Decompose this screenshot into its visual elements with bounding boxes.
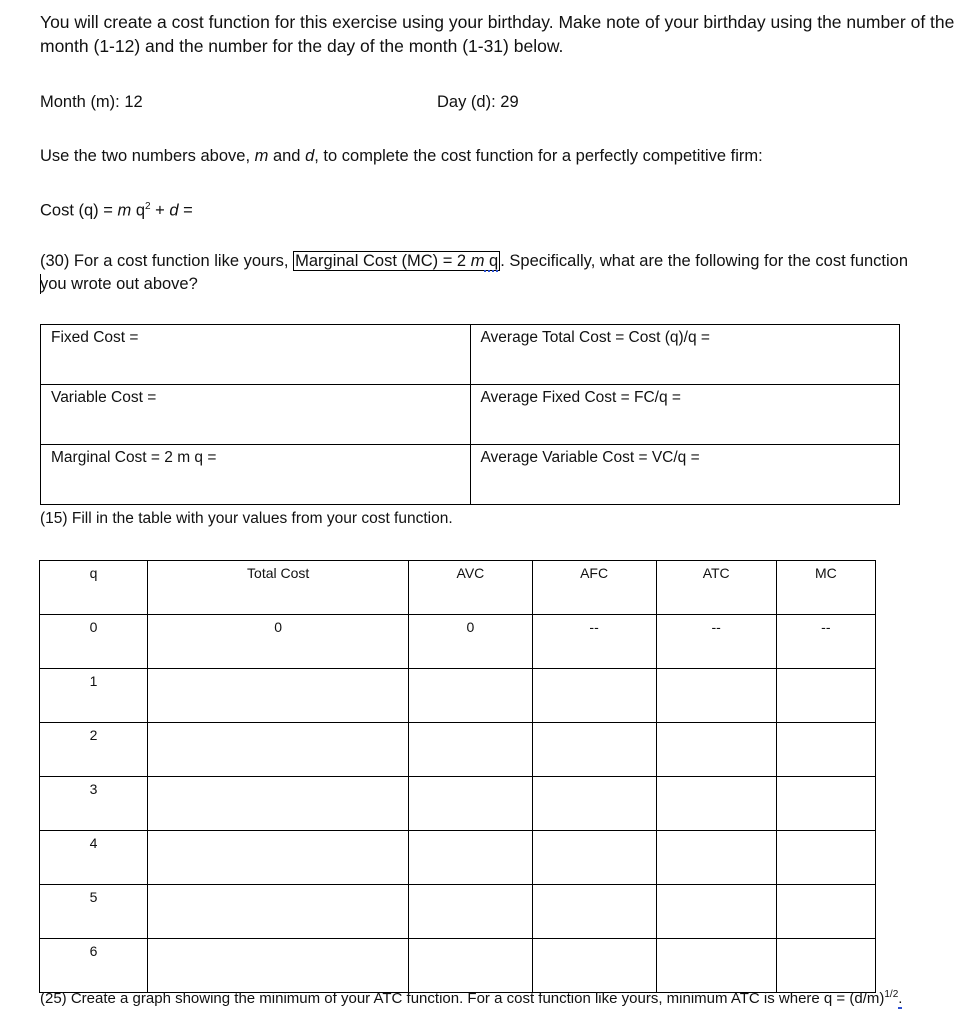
cost-fn-square: 2	[145, 201, 151, 212]
cell-mc[interactable]: --	[776, 615, 875, 669]
table-row	[41, 445, 900, 505]
cell-avc[interactable]	[409, 723, 532, 777]
day-line	[437, 92, 519, 112]
cell-atc[interactable]	[656, 939, 776, 993]
cell-afc[interactable]	[532, 831, 656, 885]
question-15: (15) Fill in the table with your values from your cost function.	[40, 510, 453, 527]
cell-afc[interactable]: --	[532, 615, 656, 669]
cell-q: 3	[40, 777, 148, 831]
fixed-cost-cell[interactable]: Fixed Cost =	[41, 325, 471, 385]
cell-atc[interactable]	[656, 885, 776, 939]
cell-afc[interactable]	[532, 939, 656, 993]
cell-atc[interactable]	[656, 831, 776, 885]
table-header-row	[40, 561, 876, 615]
cell-q: 2	[40, 723, 148, 777]
cell-q: 6	[40, 939, 148, 993]
cost-definitions-table	[40, 324, 900, 505]
cell-total-cost[interactable]	[148, 777, 409, 831]
cell-total-cost[interactable]	[148, 669, 409, 723]
average-variable-cost-cell[interactable]: Average Variable Cost = VC/q =	[470, 445, 900, 505]
table-row	[40, 723, 876, 777]
header-mc: MC	[776, 561, 875, 615]
table-row	[41, 325, 900, 385]
cell-avc[interactable]	[409, 885, 532, 939]
cost-fn-d: d	[169, 201, 179, 220]
cell-q: 4	[40, 831, 148, 885]
month-label: Month (m):	[40, 93, 120, 111]
q25-text: (25) Create a graph showing the minimum of your ATC function. For a cost function like yours, minimum ATC is where q = (d/m)	[40, 990, 885, 1007]
question-25	[40, 989, 902, 1007]
cell-mc[interactable]	[776, 669, 875, 723]
cell-avc[interactable]	[409, 669, 532, 723]
q30-rest-a: . Specifically, what are the following for the cost function	[500, 252, 909, 270]
cell-avc[interactable]	[409, 777, 532, 831]
q25-exponent: 1/2	[884, 989, 899, 1000]
day-value: 29	[500, 93, 519, 111]
average-fixed-cost-cell[interactable]: Average Fixed Cost = FC/q =	[470, 385, 900, 445]
q30-prefix: (30) For a cost function like yours,	[40, 252, 294, 270]
instruction-and: and	[268, 147, 306, 165]
cell-atc[interactable]	[656, 777, 776, 831]
cell-atc[interactable]	[656, 669, 776, 723]
question-30	[40, 250, 950, 296]
cell-avc[interactable]: 0	[409, 615, 532, 669]
cell-mc[interactable]	[776, 885, 875, 939]
table-row	[41, 385, 900, 445]
instruction-text-a: Use the two numbers above,	[40, 147, 255, 165]
cell-afc[interactable]	[532, 669, 656, 723]
header-total-cost: Total Cost	[148, 561, 409, 615]
cost-fn-m: m	[117, 201, 132, 220]
cell-mc[interactable]	[776, 831, 875, 885]
cell-total-cost[interactable]: 0	[148, 615, 409, 669]
instruction-d: d	[305, 147, 315, 165]
cell-afc[interactable]	[532, 777, 656, 831]
intro-paragraph: You will create a cost function for this exercise using your birthday. Make note of your birthday using the number of the month (1-12) and the number for the day of the month (1-31) below.	[40, 12, 955, 56]
cell-q: 0	[40, 615, 148, 669]
cost-fn-prefix: Cost (q) =	[40, 201, 118, 220]
header-q: q	[40, 561, 148, 615]
q25-end: .	[898, 990, 903, 1007]
mc-box-text: Marginal Cost (MC) = 2	[295, 252, 471, 270]
cell-avc[interactable]	[409, 939, 532, 993]
mc-box-m: m	[470, 252, 485, 270]
instruction-m: m	[254, 147, 269, 165]
q30-rest-b: ou wrote out above?	[48, 275, 198, 293]
values-table	[39, 560, 876, 993]
cell-total-cost[interactable]	[148, 723, 409, 777]
cell-total-cost[interactable]	[148, 885, 409, 939]
table-row	[40, 885, 876, 939]
table-row	[40, 669, 876, 723]
cell-total-cost[interactable]	[148, 831, 409, 885]
cell-mc[interactable]	[776, 777, 875, 831]
cell-total-cost[interactable]	[148, 939, 409, 993]
marginal-cost-box	[293, 251, 500, 271]
table-row	[40, 615, 876, 669]
cell-atc[interactable]	[656, 723, 776, 777]
month-line	[40, 92, 143, 112]
header-avc: AVC	[409, 561, 532, 615]
month-value: 12	[124, 93, 143, 111]
cost-fn-q: q	[131, 201, 145, 220]
q30-y: y	[40, 275, 49, 293]
table-row	[40, 777, 876, 831]
cost-function	[40, 197, 193, 221]
day-label: Day (d):	[437, 93, 496, 111]
cell-afc[interactable]	[532, 723, 656, 777]
table-row	[40, 831, 876, 885]
cell-q: 1	[40, 669, 148, 723]
cell-avc[interactable]	[409, 831, 532, 885]
cell-q: 5	[40, 885, 148, 939]
marginal-cost-cell[interactable]: Marginal Cost = 2 m q =	[41, 445, 471, 505]
cost-fn-plus: +	[150, 201, 170, 220]
instruction-text-b: , to complete the cost function for a perfectly competitive firm:	[314, 147, 763, 165]
variable-cost-cell[interactable]: Variable Cost =	[41, 385, 471, 445]
instruction-line	[40, 146, 763, 166]
cell-afc[interactable]	[532, 885, 656, 939]
table-row	[40, 939, 876, 993]
mc-box-q: q	[484, 252, 499, 270]
cell-mc[interactable]	[776, 939, 875, 993]
header-atc: ATC	[656, 561, 776, 615]
cell-atc[interactable]: --	[656, 615, 776, 669]
cell-mc[interactable]	[776, 723, 875, 777]
cost-fn-eq: =	[178, 201, 193, 220]
header-afc: AFC	[532, 561, 656, 615]
average-total-cost-cell[interactable]: Average Total Cost = Cost (q)/q =	[470, 325, 900, 385]
